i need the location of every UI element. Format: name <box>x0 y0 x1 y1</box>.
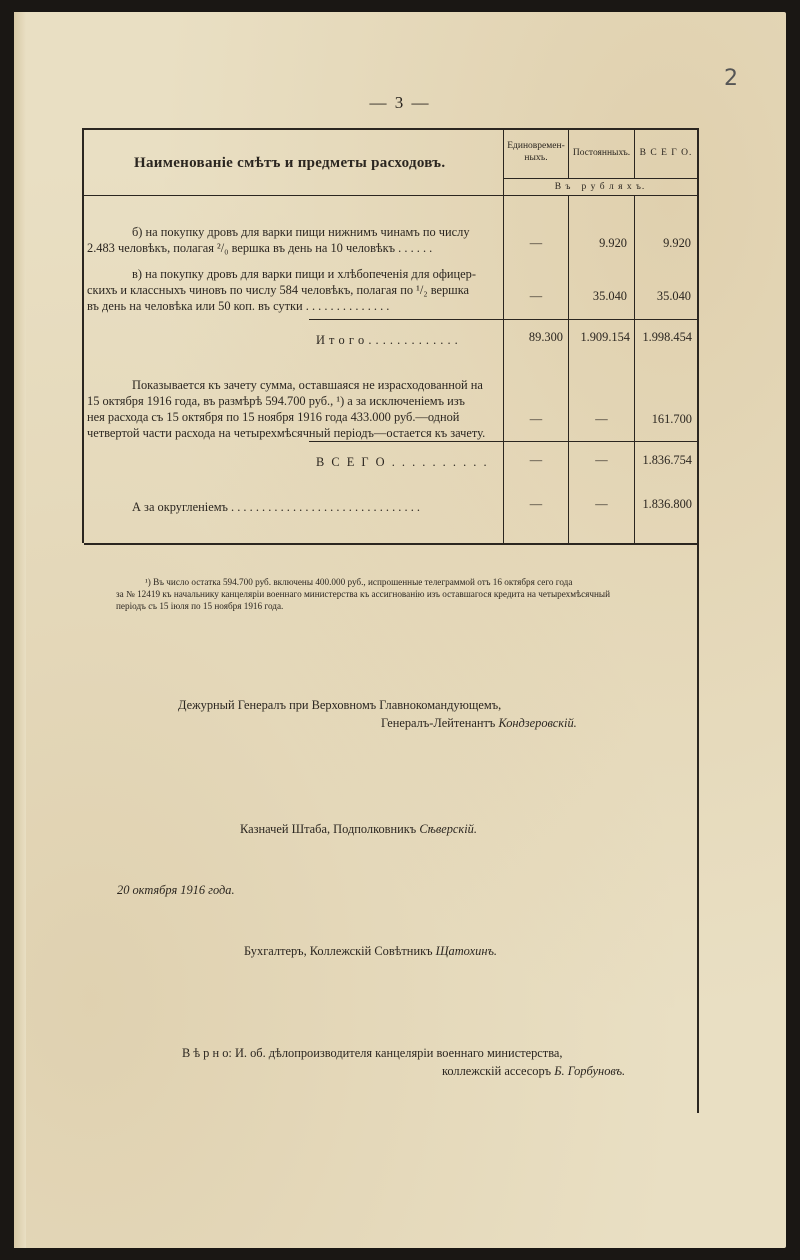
grand-total-label: В С Е Г О . . . . . . . . . . <box>316 455 489 469</box>
page-fold <box>14 12 26 1248</box>
verified-signature <box>442 1064 625 1079</box>
accountant-name: Щатохинъ. <box>435 944 497 958</box>
footnote-line-2: за № 12419 къ начальнику канцеляріи военнаго министерства къ ассигнованію изъ оставшагося кредита на четырехмѣсячный <box>116 589 611 599</box>
credit-line-1: Показывается къ зачету сумма, оставшаяся не израсходованной на <box>132 378 483 392</box>
col-once-left-rule <box>503 128 504 543</box>
row-b-line-2: 2.483 человѣкъ, полагая ²/₀ вершка въ день на 10 человѣкъ . . . . . . <box>87 241 433 255</box>
table-top-rule <box>82 128 697 130</box>
table-header-title: Наименованіе смѣтъ и предметы расходовъ. <box>134 155 446 171</box>
rounded-once: — <box>529 497 543 511</box>
footnote-line-1: ¹) Въ число остатка 594.700 руб. включены 400.000 руб., испрошенные телеграммой отъ 16 октября сего года <box>145 577 573 587</box>
col-total-left-rule-head <box>634 128 635 178</box>
row-v-once: — <box>529 289 543 303</box>
credit-line-2: 15 октября 1916 года, въ размѣрѣ 594.700 руб., ¹) а за исключеніемъ изъ <box>87 394 465 408</box>
treasurer-signature <box>240 822 477 837</box>
subtotal-rule <box>309 319 697 320</box>
treasurer-title: Казначей Штаба, Подполковникъ <box>240 822 417 836</box>
footnote-line-3: періодъ съ 15 іюля по 15 ноября 1916 года. <box>116 601 284 611</box>
subtotal-once: 89.300 <box>528 330 563 344</box>
subtotal-permanent: 1.909.154 <box>580 330 630 344</box>
grand-total-total: 1.836.754 <box>642 453 692 467</box>
treasurer-name: Сѣверскій. <box>419 822 477 836</box>
rounded-permanent: — <box>595 497 608 511</box>
col-once-header: Единовремен- ныхъ. <box>507 141 565 163</box>
credit-line-4: четвертой части расхода на четырехмѣсячный періодъ—остается къ зачету. <box>87 426 486 440</box>
grand-total-once: — <box>529 453 543 467</box>
accountant-title: Бухгалтеръ, Коллежскій Совѣтникъ <box>244 944 433 958</box>
duty-general-title: Дежурный Генералъ при Верховномъ Главнокомандующемъ, <box>178 698 502 712</box>
verified-rank: коллежскій ассесоръ <box>442 1064 552 1078</box>
credit-permanent: — <box>595 412 608 426</box>
row-b-line-1: б) на покупку дровъ для варки пищи нижнимъ чинамъ по числу <box>132 225 470 239</box>
col-total-header: В С Е Г О. <box>639 148 693 158</box>
subtotal-total: 1.998.454 <box>642 330 692 344</box>
row-v-line-3: въ день на человѣка или 50 коп. въ сутки . . . . . . . . . . . . . . <box>87 299 390 313</box>
credit-once: — <box>529 412 543 426</box>
header-bottom-rule <box>82 195 697 196</box>
rounded-total: 1.836.800 <box>642 497 692 511</box>
col-total-left-rule <box>634 196 635 543</box>
credit-line-3: нея расхода съ 15 октября по 15 ноября 1916 года 433.000 руб.—одной <box>87 410 460 424</box>
verified-line-1: В ѣ р н о: И. об. дѣлопроизводителя канцеляріи военнаго министерства, <box>182 1046 563 1060</box>
total-rule <box>309 441 697 442</box>
table-bottom-rule <box>84 543 697 545</box>
col-permanent-header: Постоянныхъ. <box>572 148 631 158</box>
units-rule <box>504 178 697 179</box>
row-b-permanent: 9.920 <box>599 236 627 250</box>
col-perm-left-rule <box>568 196 569 543</box>
table-left-rule <box>82 128 84 543</box>
row-b-once: — <box>529 236 543 250</box>
duty-general-signature <box>381 716 577 731</box>
corner-mark: 2 <box>724 66 738 91</box>
row-v-permanent: 35.040 <box>592 289 627 303</box>
paper-page <box>14 12 786 1248</box>
subtotal-label: И т о г о . . . . . . . . . . . . . <box>316 333 459 347</box>
grand-total-permanent: — <box>595 453 608 467</box>
row-v-line-1: в) на покупку дровъ для варки пищи и хлѣбопеченія для офицер- <box>132 267 476 281</box>
row-v-total: 35.040 <box>656 289 691 303</box>
row-b-total: 9.920 <box>663 236 691 250</box>
duty-general-name: Кондзеровскій. <box>498 716 577 730</box>
credit-total: 161.700 <box>651 412 692 426</box>
page-number: — 3 — <box>369 93 431 112</box>
row-v-line-2: скихъ и классныхъ чиновъ по числу 584 человѣкъ, полагая по ¹/₂ вершка <box>87 283 470 297</box>
table-right-rule <box>697 128 699 1113</box>
verified-name: Б. Горбуновъ. <box>554 1064 626 1078</box>
document-date: 20 октября 1916 года. <box>117 883 235 897</box>
col-perm-left-rule-head <box>568 128 569 178</box>
duty-general-rank: Генералъ-Лейтенантъ <box>381 716 496 730</box>
rounded-label: А за округленіемъ . . . . . . . . . . . . . . . . . . . . . . . . . . . . . . . <box>132 500 420 514</box>
accountant-signature <box>244 944 497 959</box>
units-label: В ъ р у б л я х ъ. <box>554 182 646 192</box>
